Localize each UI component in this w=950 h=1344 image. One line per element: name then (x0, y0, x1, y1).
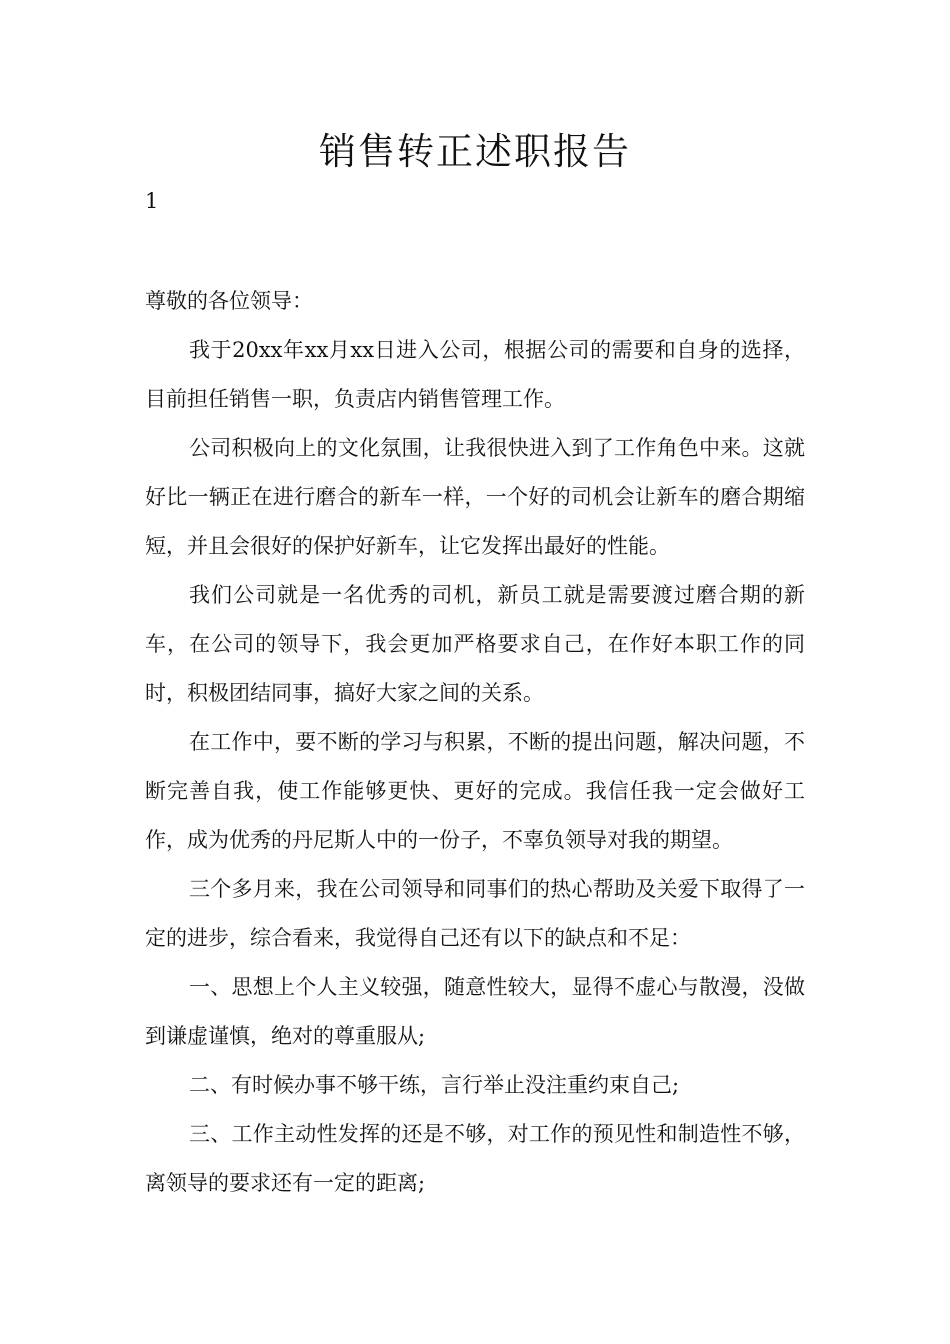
page-number: 1 (145, 189, 159, 213)
salutation: 尊敬的各位领导： (145, 289, 313, 313)
paragraph-3: 我们公司就是一名优秀的司机，新员工就是需要渡过磨合期的新车，在公司的领导下，我会更加严格要求自己，在作好本职工作的同时，积极团结同事，搞好大家之间的关系。 (145, 583, 805, 705)
document-body (145, 277, 805, 1208)
paragraph-5: 三个多月来，我在公司领导和同事们的热心帮助及关爱下取得了一定的进步，综合看来，我觉得自己还有以下的缺点和不足： (145, 877, 805, 950)
document-title: 销售转正述职报告 (319, 130, 631, 173)
paragraph-6: 一、思想上个人主义较强，随意性较大，显得不虚心与散漫，没做到谦虚谨慎，绝对的尊重服从; (145, 975, 805, 1048)
paragraph-1: 我于20xx年xx月xx日进入公司，根据公司的需要和自身的选择，目前担任销售一职，负责店内销售管理工作。 (145, 338, 805, 411)
paragraph-2: 公司积极向上的文化氛围，让我很快进入到了工作角色中来。这就好比一辆正在进行磨合的新车一样，一个好的司机会让新车的磨合期缩短，并且会很好的保护好新车，让它发挥出最好的性能。 (145, 436, 805, 558)
paragraph-7: 二、有时候办事不够干练，言行举止没注重约束自己; (189, 1073, 680, 1097)
paragraph-4: 在工作中，要不断的学习与积累，不断的提出问题，解决问题，不断完善自我，使工作能够更快、更好的完成。我信任我一定会做好工作，成为优秀的丹尼斯人中的一份子，不辜负领导对我的期望。 (145, 730, 805, 852)
paragraph-8: 三、工作主动性发挥的还是不够，对工作的预见性和制造性不够，离领导的要求还有一定的距离; (145, 1122, 805, 1195)
